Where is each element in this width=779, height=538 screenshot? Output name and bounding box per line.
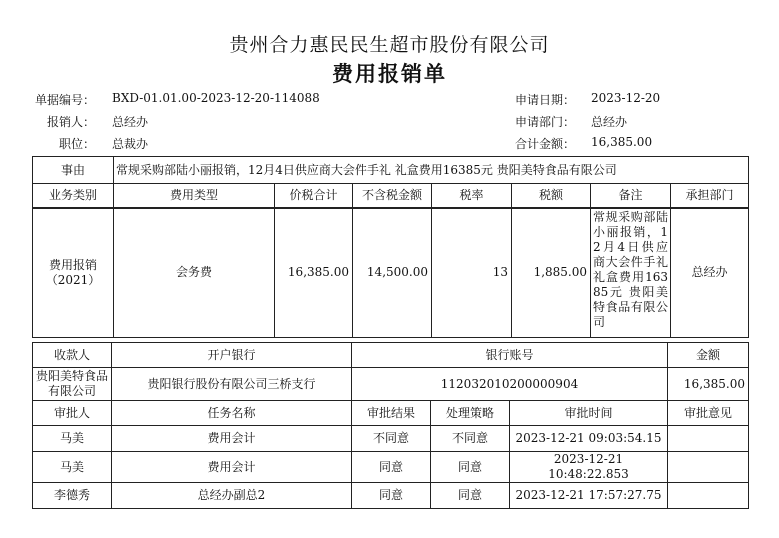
total-amount: 16,385.00 [591,135,653,149]
payment-approval-table [32,342,749,509]
approver: 马美 [33,426,112,452]
expense-note: 常规采购部陆小丽报销，12月4日供应商大会件手礼礼盒费用16385元 贵阳美特食品有限公司 [591,208,671,338]
expense-total: 16,385.00 [275,208,353,338]
col-header: 金额 [668,343,749,368]
col-header: 审批意见 [668,401,749,426]
bank-name: 贵阳银行股份有限公司三桥支行 [112,368,352,401]
approval-result: 不同意 [352,426,431,452]
reason-text: 常规采购部陆小丽报销，12月4日供应商大会件手礼 礼盒费用16385元 贵阳美特食品有限公司 [114,157,749,184]
col-header: 审批结果 [352,401,431,426]
reason-label: 事由 [33,157,114,184]
expense-table [32,156,749,338]
position-label: 职位： [58,137,95,151]
col-header: 承担部门 [671,184,749,208]
payee: 贵阳美特食品有限公司 [33,368,112,401]
approver: 马美 [33,452,112,483]
approval-row [33,426,749,452]
approval-strategy: 同意 [431,452,510,483]
expense-category: 费用报销（2021） [33,208,114,338]
col-header: 银行账号 [352,343,668,368]
col-header: 审批时间 [510,401,668,426]
doc-no: BXD-01.01.00-2023-12-20-114088 [112,91,320,105]
col-header: 价税合计 [275,184,353,208]
approval-row [33,483,749,509]
col-header: 费用类型 [114,184,275,208]
approval-row [33,452,749,483]
approval-opinion [668,426,749,452]
approval-time: 2023-12-21 09:03:54.15 [510,426,668,452]
apply-date-label: 申请日期： [514,93,575,107]
payment-amount: 16,385.00 [668,368,749,401]
col-header: 处理策略 [431,401,510,426]
approver: 李德秀 [33,483,112,509]
applicant: 总经办 [112,115,149,129]
dept-label: 申请部门： [514,115,575,129]
dept: 总经办 [591,115,628,129]
col-header: 税额 [512,184,591,208]
expense-row [33,208,749,338]
document-title: 费用报销单 [332,62,447,86]
reason-row [33,157,749,184]
approval-strategy: 同意 [431,483,510,509]
position: 总裁办 [112,137,149,151]
expense-dept: 总经办 [671,208,749,338]
col-header: 任务名称 [112,401,352,426]
col-header: 开户银行 [112,343,352,368]
applicant-label: 报销人： [46,115,95,129]
expense-tax: 1,885.00 [512,208,591,338]
approval-time: 2023-12-21 17:57:27.75 [510,483,668,509]
apply-date: 2023-12-20 [591,91,661,105]
company-name: 贵州合力惠民民生超市股份有限公司 [229,34,550,56]
total-label: 合计金额： [514,137,575,151]
approval-header-row [33,401,749,426]
approval-time: 2023-12-21 10:48:22.853 [510,452,668,483]
col-header: 不含税金额 [353,184,432,208]
col-header: 税率 [432,184,512,208]
col-header: 备注 [591,184,671,208]
expense-type: 会务费 [114,208,275,338]
col-header: 审批人 [33,401,112,426]
approval-opinion [668,452,749,483]
expense-tax-rate: 13 [432,208,512,338]
doc-no-label: 单据编号： [34,93,95,107]
task-name: 总经办副总2 [112,483,352,509]
approval-result: 同意 [352,452,431,483]
task-name: 费用会计 [112,452,352,483]
approval-opinion [668,483,749,509]
expense-net: 14,500.00 [353,208,432,338]
bank-account: 112032010200000904 [352,368,668,401]
payment-row [33,368,749,401]
task-name: 费用会计 [112,426,352,452]
payment-header-row [33,343,749,368]
expense-header-row [33,184,749,208]
approval-result: 同意 [352,483,431,509]
col-header: 收款人 [33,343,112,368]
col-header: 业务类别 [33,184,114,208]
approval-strategy: 不同意 [431,426,510,452]
